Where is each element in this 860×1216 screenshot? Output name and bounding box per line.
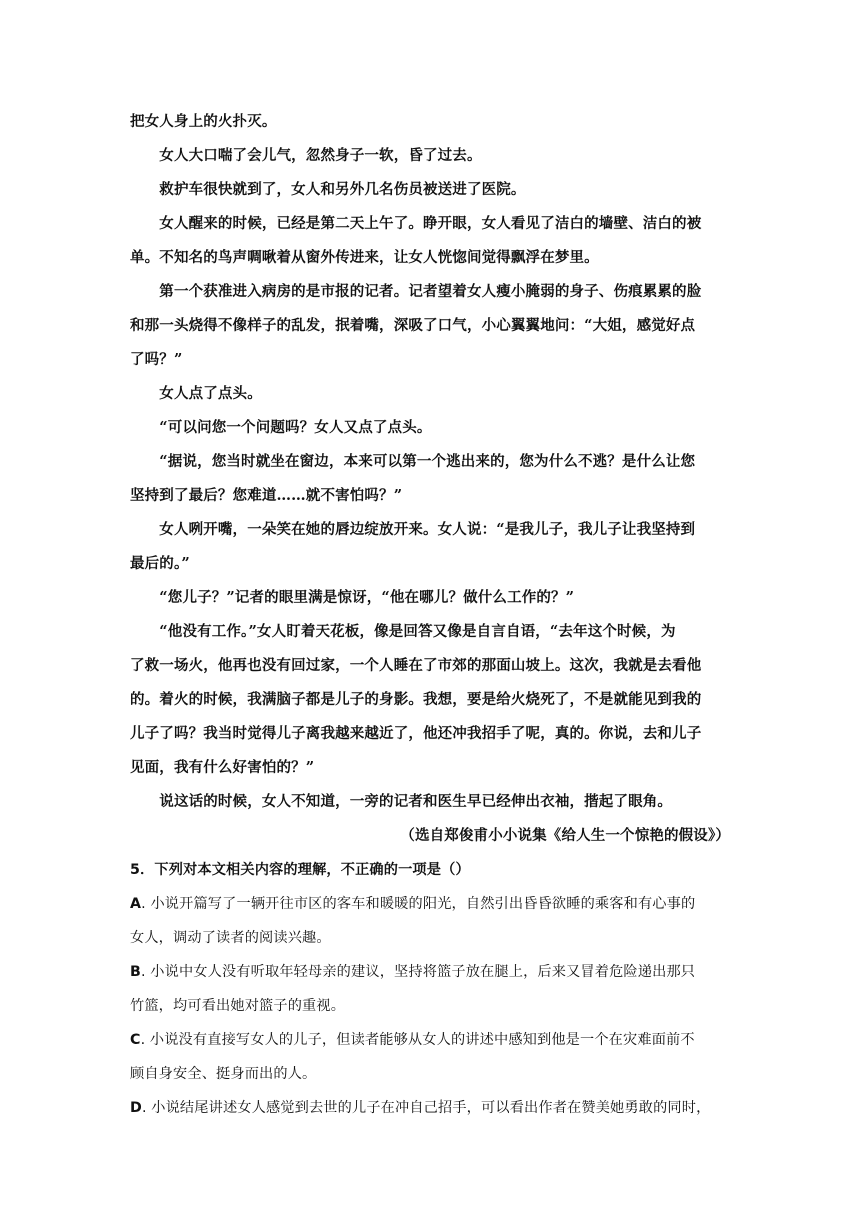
story-line: 的。着火的时候，我满脑子都是儿子的身影。我想，要是给火烧死了，不是就能见到我的 xyxy=(130,691,702,708)
option-text: . 小说开篇写了一辆开往市区的客车和暖暖的阳光，自然引出昏昏欲睡的乘客和有心事的 xyxy=(141,896,696,912)
option-c xyxy=(130,1030,730,1050)
story-line: 见面，我有什么好害怕的？” xyxy=(130,759,315,776)
story-line: 救护车很快就到了，女人和另外几名伤员被送进了医院。 xyxy=(130,181,526,198)
story-line: 最后的。” xyxy=(130,555,190,572)
story-line: 儿子了吗？我当时觉得儿子离我越来越近了，他还冲我招手了呢，真的。你说，去和儿子 xyxy=(130,725,702,742)
question-stem: 5．下列对本文相关内容的理解，不正确的一项是（） xyxy=(130,862,470,878)
story-line: 说这话的时候，女人不知道，一旁的记者和医生早已经伸出衣袖，揩起了眼角。 xyxy=(130,793,673,810)
story-line: 和那一头烧得不像样子的乱发，抿着嘴，深吸了口气，小心翼翼地问：“大姐，感觉好点 xyxy=(130,317,696,334)
option-letter: B xyxy=(130,964,141,980)
story-line: 了吗？” xyxy=(130,351,183,368)
option-text: . 小说结尾讲述女人感觉到去世的儿子在冲自己招手，可以看出作者在赞美她勇敢的同时， xyxy=(141,1100,711,1116)
option-letter: C xyxy=(130,1032,141,1048)
story-line: 了救一场火，他再也没有回过家，一个人睡在了市郊的那面山坡上。这次，我就是去看他 xyxy=(130,657,702,674)
story-line: “您儿子？”记者的眼里满是惊讶，“他在哪儿？做什么工作的？” xyxy=(130,589,575,606)
story-line: 女人大口喘了会儿气，忽然身子一软，昏了过去。 xyxy=(130,147,482,164)
story-line: “据说，您当时就坐在窗边，本来可以第一个逃出来的，您为什么不逃？是什么让您 xyxy=(130,453,696,470)
source-citation: （选自郑俊甫小小说集《给人生一个惊艳的假设》） xyxy=(400,827,730,844)
story-line: 女人点了点头。 xyxy=(130,385,262,402)
option-text: . 小说没有直接写女人的儿子，但读者能够从女人的讲述中感知到他是一个在灾难面前不 xyxy=(140,1032,695,1048)
option-b-continuation: 竹篮，均可看出她对篮子的重视。 xyxy=(130,998,346,1014)
option-letter: A xyxy=(130,896,142,912)
story-line: 单。不知名的鸟声啁啾着从窗外传进来，让女人恍惚间觉得飘浮在梦里。 xyxy=(130,249,599,266)
option-letter: D xyxy=(130,1100,142,1116)
option-a-continuation: 女人，调动了读者的阅读兴趣。 xyxy=(130,930,331,946)
story-line: 女人醒来的时候，已经是第二天上午了。睁开眼，女人看见了洁白的墙壁、洁白的被 xyxy=(130,215,702,232)
story-line: 把女人身上的火扑灭。 xyxy=(130,113,277,130)
option-b xyxy=(130,962,730,982)
story-line: “可以问您一个问题吗？女人又点了点头。 xyxy=(130,419,432,436)
option-c-continuation: 顾自身安全、挺身而出的人。 xyxy=(130,1066,317,1082)
story-line: 坚持到了最后？您难道……就不害怕吗？” xyxy=(130,487,403,504)
story-line: 第一个获准进入病房的是市报的记者。记者望着女人瘦小腌弱的身子、伤痕累累的脸 xyxy=(130,283,702,300)
option-text: . 小说中女人没有听取年轻母亲的建议，坚持将篮子放在腿上，后来又冒着危险递出那只 xyxy=(140,964,696,980)
story-line: “他没有工作。”女人盯着天花板，像是回答又像是自言自语，“去年这个时候，为 xyxy=(130,623,676,640)
story-line: 女人咧开嘴，一朵笑在她的唇边绽放开来。女人说：“是我儿子，我儿子让我坚持到 xyxy=(130,521,696,538)
option-a xyxy=(130,894,730,914)
option-d xyxy=(130,1098,730,1118)
